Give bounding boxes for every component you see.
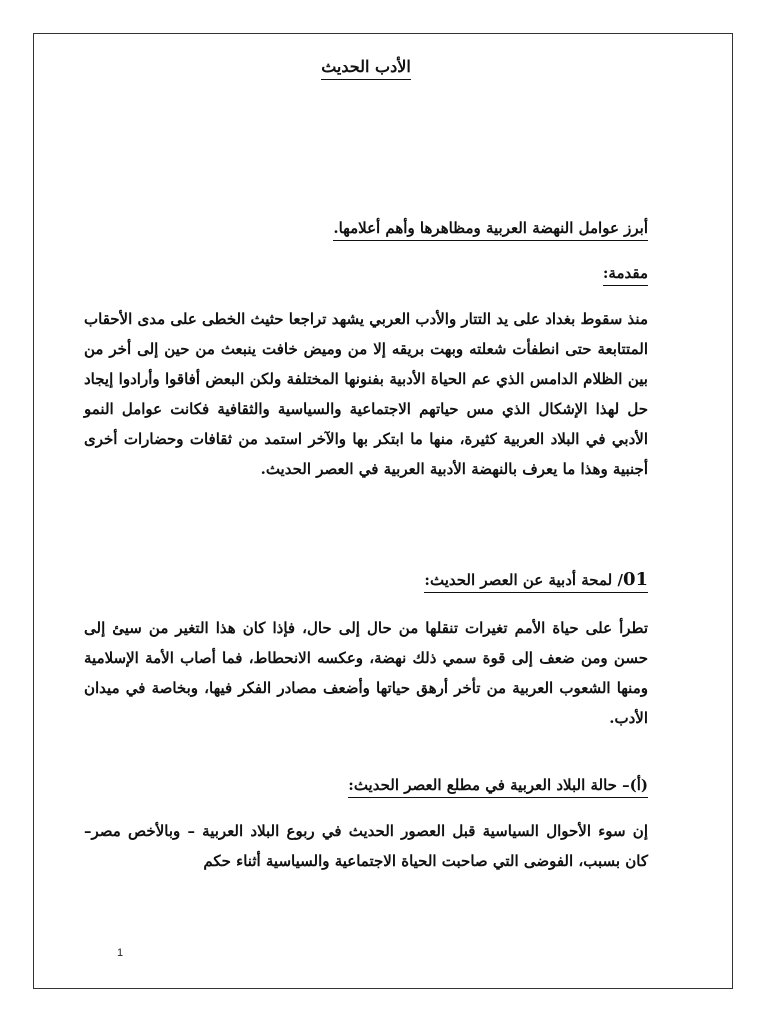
- section1-heading: [424, 569, 648, 590]
- page-number: 1: [117, 947, 124, 959]
- section-heading-text: أبرز عوامل النهضة العربية ومظاهرها وأهم أعلامها.: [333, 219, 648, 241]
- subsection-a-heading-text: (أ)– حالة البلاد العربية في مطلع العصر الحديث:: [348, 776, 648, 798]
- document-title: [84, 57, 648, 76]
- section1-heading-underline: [424, 571, 648, 593]
- subsection-a-paragraph: إن سوء الأحوال السياسية قبل العصور الحديث في ربوع البلاد العربية – وبالأخص مصر– كان بسبب، الفوضى التي صاحبت الحياة الاجتماعية والسياسية أثناء حكم: [84, 822, 648, 870]
- intro-heading: [603, 264, 648, 282]
- section1-heading-text: / لمحة أدبية عن العصر الحديث:: [424, 571, 623, 589]
- document-title-text: الأدب الحديث: [321, 57, 411, 80]
- intro-paragraph: منذ سقوط بغداد على يد التتار والأدب العربي يشهد تراجعا حثيث الخطى على مدى الأحقاب المتتابعة حتى انطفأت شعلته وبهت بريقه إلا من وميض خافت ينبعث من حين إلى أخر من بين الظلام الدامس الذي عم الحياة الأدبية بفنونها المختلفة ولكن البعض أفاقوا وأرادوا إيجاد حل لهذا الإشكال الذي مس حياتهم الاجتماعية والسياسية والثقافية فكانت عوامل النمو الأدبي في البلاد العربية كثيرة، منها ما ابتكر بها والآخر استمد من ثقافات وحضارات أخرى أجنبية وهذا ما يعرف بالنهضة الأدبية العربية في العصر الحديث.: [84, 310, 648, 478]
- section-heading: [333, 219, 648, 237]
- subsection-a-heading: [348, 776, 648, 794]
- section1-number: 01: [622, 569, 648, 590]
- section1-paragraph: تطرأ على حياة الأمم تغيرات تنقلها من حال إلى حال، فإذا كان هذا التغير من سيئ إلى حسن ومن ضعف إلى قوة سمي ذلك نهضة، وعكسه الانحطاط، فما أصاب الأمة الإسلامية ومنها الشعوب العربية من تأخر أرهق حياتها وأضعف مصادر الفكر فيها، وبخاصة في ميدان الأدب.: [84, 619, 648, 727]
- intro-heading-text: مقدمة:: [603, 264, 648, 286]
